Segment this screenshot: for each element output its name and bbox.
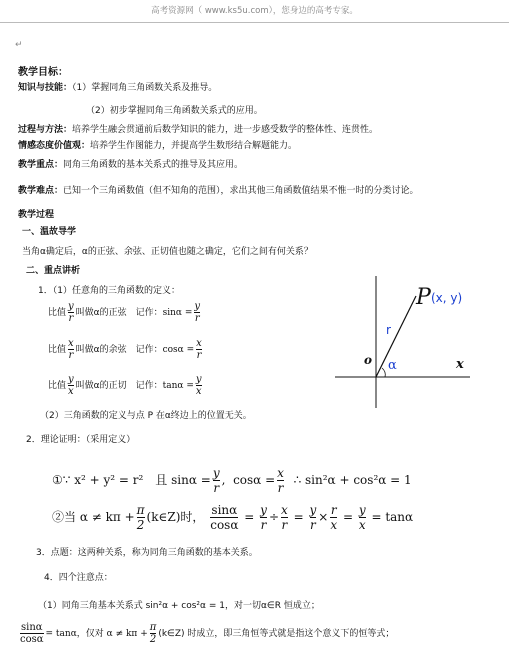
proof-1-cos: cosα =: [233, 473, 276, 487]
unit-diagram: [330, 268, 505, 414]
proof-2-result: = tanα: [371, 510, 414, 524]
proof-2-f1: [260, 503, 267, 532]
proof-2-f1-den: r: [260, 518, 267, 532]
key-line: [18, 157, 243, 170]
def-sin-value: [194, 301, 200, 324]
alpha-label: α: [388, 358, 397, 373]
proof-1-cos-num: x: [277, 466, 284, 480]
note-2-sin: sinα: [20, 622, 43, 633]
proof-2-f2: [281, 503, 288, 532]
def-tan-fn: tanα =: [162, 381, 194, 391]
def-cos-pre: 比值: [48, 345, 67, 355]
def-cos-mid: 叫做α的余弦 记作：: [75, 345, 163, 355]
goal-heading: 教学目标：: [18, 67, 68, 78]
def-sin-mid: 叫做α的正弦 记作：: [75, 308, 163, 318]
proof-1-cos-frac: [277, 466, 284, 495]
def-sin-value-den: r: [194, 313, 200, 324]
def-cos-value: [196, 338, 202, 361]
knowledge-text-2: （2）初步掌握同角三角函数关系式的应用。: [86, 106, 263, 116]
proof-2-eq3: =: [342, 510, 354, 524]
proof-2-sin-over-cos: [210, 503, 238, 532]
point-coords-label: (x, y): [431, 291, 463, 305]
page-header: 高考资源网（ www.ks5u.com），您身边的高考专家。: [0, 0, 509, 23]
proof-2-pi: π: [136, 503, 145, 517]
proof-2-sin-num: sinα: [211, 503, 238, 517]
def-cos-ratio: [68, 338, 74, 361]
def-sin-num: y: [68, 301, 74, 312]
emotion-text: 培养学生作图能力，并提高学生数形结合解题能力。: [90, 141, 298, 151]
proof-2: [52, 503, 413, 532]
proof-2-f5-num: y: [358, 503, 366, 517]
process-text: 培养学生融会贯通前后数学知识的能力，进一步感受数学的整体性、连贯性。: [72, 125, 379, 135]
item-1-2: （2）三角函数的定义与点 P 在α终边上的位置无关。: [40, 411, 252, 421]
proof-1-given: ①∵ x² + y² = r² 且: [52, 473, 168, 487]
def-tan-mid: 叫做α的正切 记作：: [75, 381, 163, 391]
proof-2-f4-num: r: [330, 503, 337, 517]
note-2: [18, 622, 394, 645]
def-cos: [48, 338, 204, 361]
def-cos-value-den: r: [196, 350, 202, 361]
difficulty-text: 已知一个三角函数值（但不知角的范围），求出其他三角函数值结果不惟一时的分类讨论。: [63, 186, 419, 196]
proof-1-result: ∴ sin²α + cos²α = 1: [293, 473, 412, 487]
key-text: 同角三角函数的基本关系式的推导及其应用。: [63, 160, 244, 170]
def-cos-num: x: [68, 338, 74, 349]
def-sin-ratio: [68, 301, 74, 324]
proof-1-sin-num: y: [212, 466, 220, 480]
proof-2-f5: [359, 503, 366, 532]
note-2-text-a: = tanα，仅对 α ≠ kπ +: [45, 629, 148, 639]
proof-2-cond: ②当 α ≠ kπ +: [52, 510, 135, 524]
difficulty-label: 教学难点：: [18, 186, 64, 196]
def-tan-value: [196, 374, 202, 397]
proof-1-sin-den: r: [213, 481, 220, 495]
process-heading: 教学过程: [18, 210, 55, 220]
proof-2-f3-den: r: [310, 518, 316, 532]
radius-label: r: [386, 323, 391, 337]
def-cos-fn: cosα =: [162, 345, 195, 355]
proof-2-f2-den: r: [281, 518, 288, 532]
item-1: 1．（1）任意角的三角函数的定义：: [38, 286, 180, 296]
def-tan-ratio: [68, 374, 74, 397]
def-sin-den: r: [68, 313, 74, 324]
point-p-label: P: [416, 285, 431, 310]
def-cos-den: r: [68, 350, 74, 361]
difficulty-line: [18, 183, 419, 196]
item-3: 3．点题：这两种关系，称为同角三角函数的基本关系。: [36, 548, 258, 558]
note-2-pi: π: [149, 622, 157, 633]
section-1-title: 一、温故导学: [22, 227, 77, 237]
proof-2-f4: [330, 503, 337, 532]
note-2-two: 2: [149, 634, 157, 645]
item-4: 4．四个注意点：: [44, 573, 113, 583]
proof-2-f5-den: x: [358, 518, 366, 532]
def-sin-value-num: y: [194, 301, 201, 312]
proof-2-div: ÷: [268, 510, 279, 524]
proof-2-k: (k∈Z)时，: [146, 510, 205, 524]
emotion-label: 情感态度价值观：: [18, 141, 91, 151]
def-tan-den: x: [68, 386, 74, 397]
proof-2-f2-num: x: [281, 503, 288, 517]
proof-2-f3-num: y: [309, 503, 317, 517]
knowledge-line: [18, 80, 217, 93]
x-axis-label: x: [456, 357, 464, 372]
def-sin: [48, 301, 202, 324]
section-1-question: 当角α确定后，α的正弦、余弦、正切值也随之确定，它们之间有何关系？: [22, 247, 313, 257]
proof-2-f3: [310, 503, 317, 532]
def-cos-value-num: x: [196, 338, 202, 349]
proof-2-f4-den: x: [330, 518, 338, 532]
paragraph-mark: ↵: [15, 40, 23, 50]
note-2-cos: cosα: [20, 634, 44, 645]
def-tan-value-den: x: [195, 386, 202, 397]
knowledge-label: 知识与技能：: [18, 83, 73, 93]
knowledge-text-1: （1）掌握同角三角函数关系及推导。: [72, 83, 218, 93]
def-tan-pre: 比值: [48, 381, 67, 391]
proof-2-eq2: =: [293, 510, 304, 524]
emotion-line: [18, 138, 297, 151]
proof-1-cos-den: r: [277, 481, 284, 495]
def-tan-value-num: y: [195, 374, 202, 385]
def-tan: [48, 374, 204, 397]
origin-label: o: [364, 353, 373, 367]
proof-2-cos-den: cosα: [210, 518, 239, 532]
process-line: [18, 122, 378, 135]
proof-2-two: 2: [136, 518, 145, 532]
proof-1-sin: sinα =: [171, 473, 211, 487]
note-2-pi-half: [150, 622, 157, 645]
note-2-text-b: (k∈Z) 时成立，即三角恒等式就是指这个意义下的恒等式；: [158, 629, 395, 639]
def-sin-pre: 比值: [48, 308, 67, 318]
angle-arc: [382, 368, 385, 377]
note-1: （1）同角三角基本关系式 sin²α + cos²α = 1，对一切α∈R 恒成立；: [38, 601, 320, 611]
proof-1: ①∵ x² + y² = r² 且 sinα = $\frac{y}{r}$ , cosα = $\frac{x}{r}$ ∴ sin²α + cos²α = 1: [52, 466, 412, 495]
def-tan-num: y: [68, 374, 74, 385]
proof-2-f1-num: y: [260, 503, 267, 517]
proof-1-sin-frac: [213, 466, 220, 495]
item-2: 2．理论证明：（采用定义）: [26, 435, 136, 445]
def-sin-fn: sinα =: [162, 308, 193, 318]
proof-2-eq1: =: [244, 510, 255, 524]
proof-2-pi-half: [137, 503, 145, 532]
process-label: 过程与方法：: [18, 125, 73, 135]
key-label: 教学重点：: [18, 160, 64, 170]
note-2-frac: [20, 622, 44, 645]
proof-2-mul: ×: [318, 510, 329, 524]
section-2-title: 二、重点讲析: [26, 266, 81, 276]
